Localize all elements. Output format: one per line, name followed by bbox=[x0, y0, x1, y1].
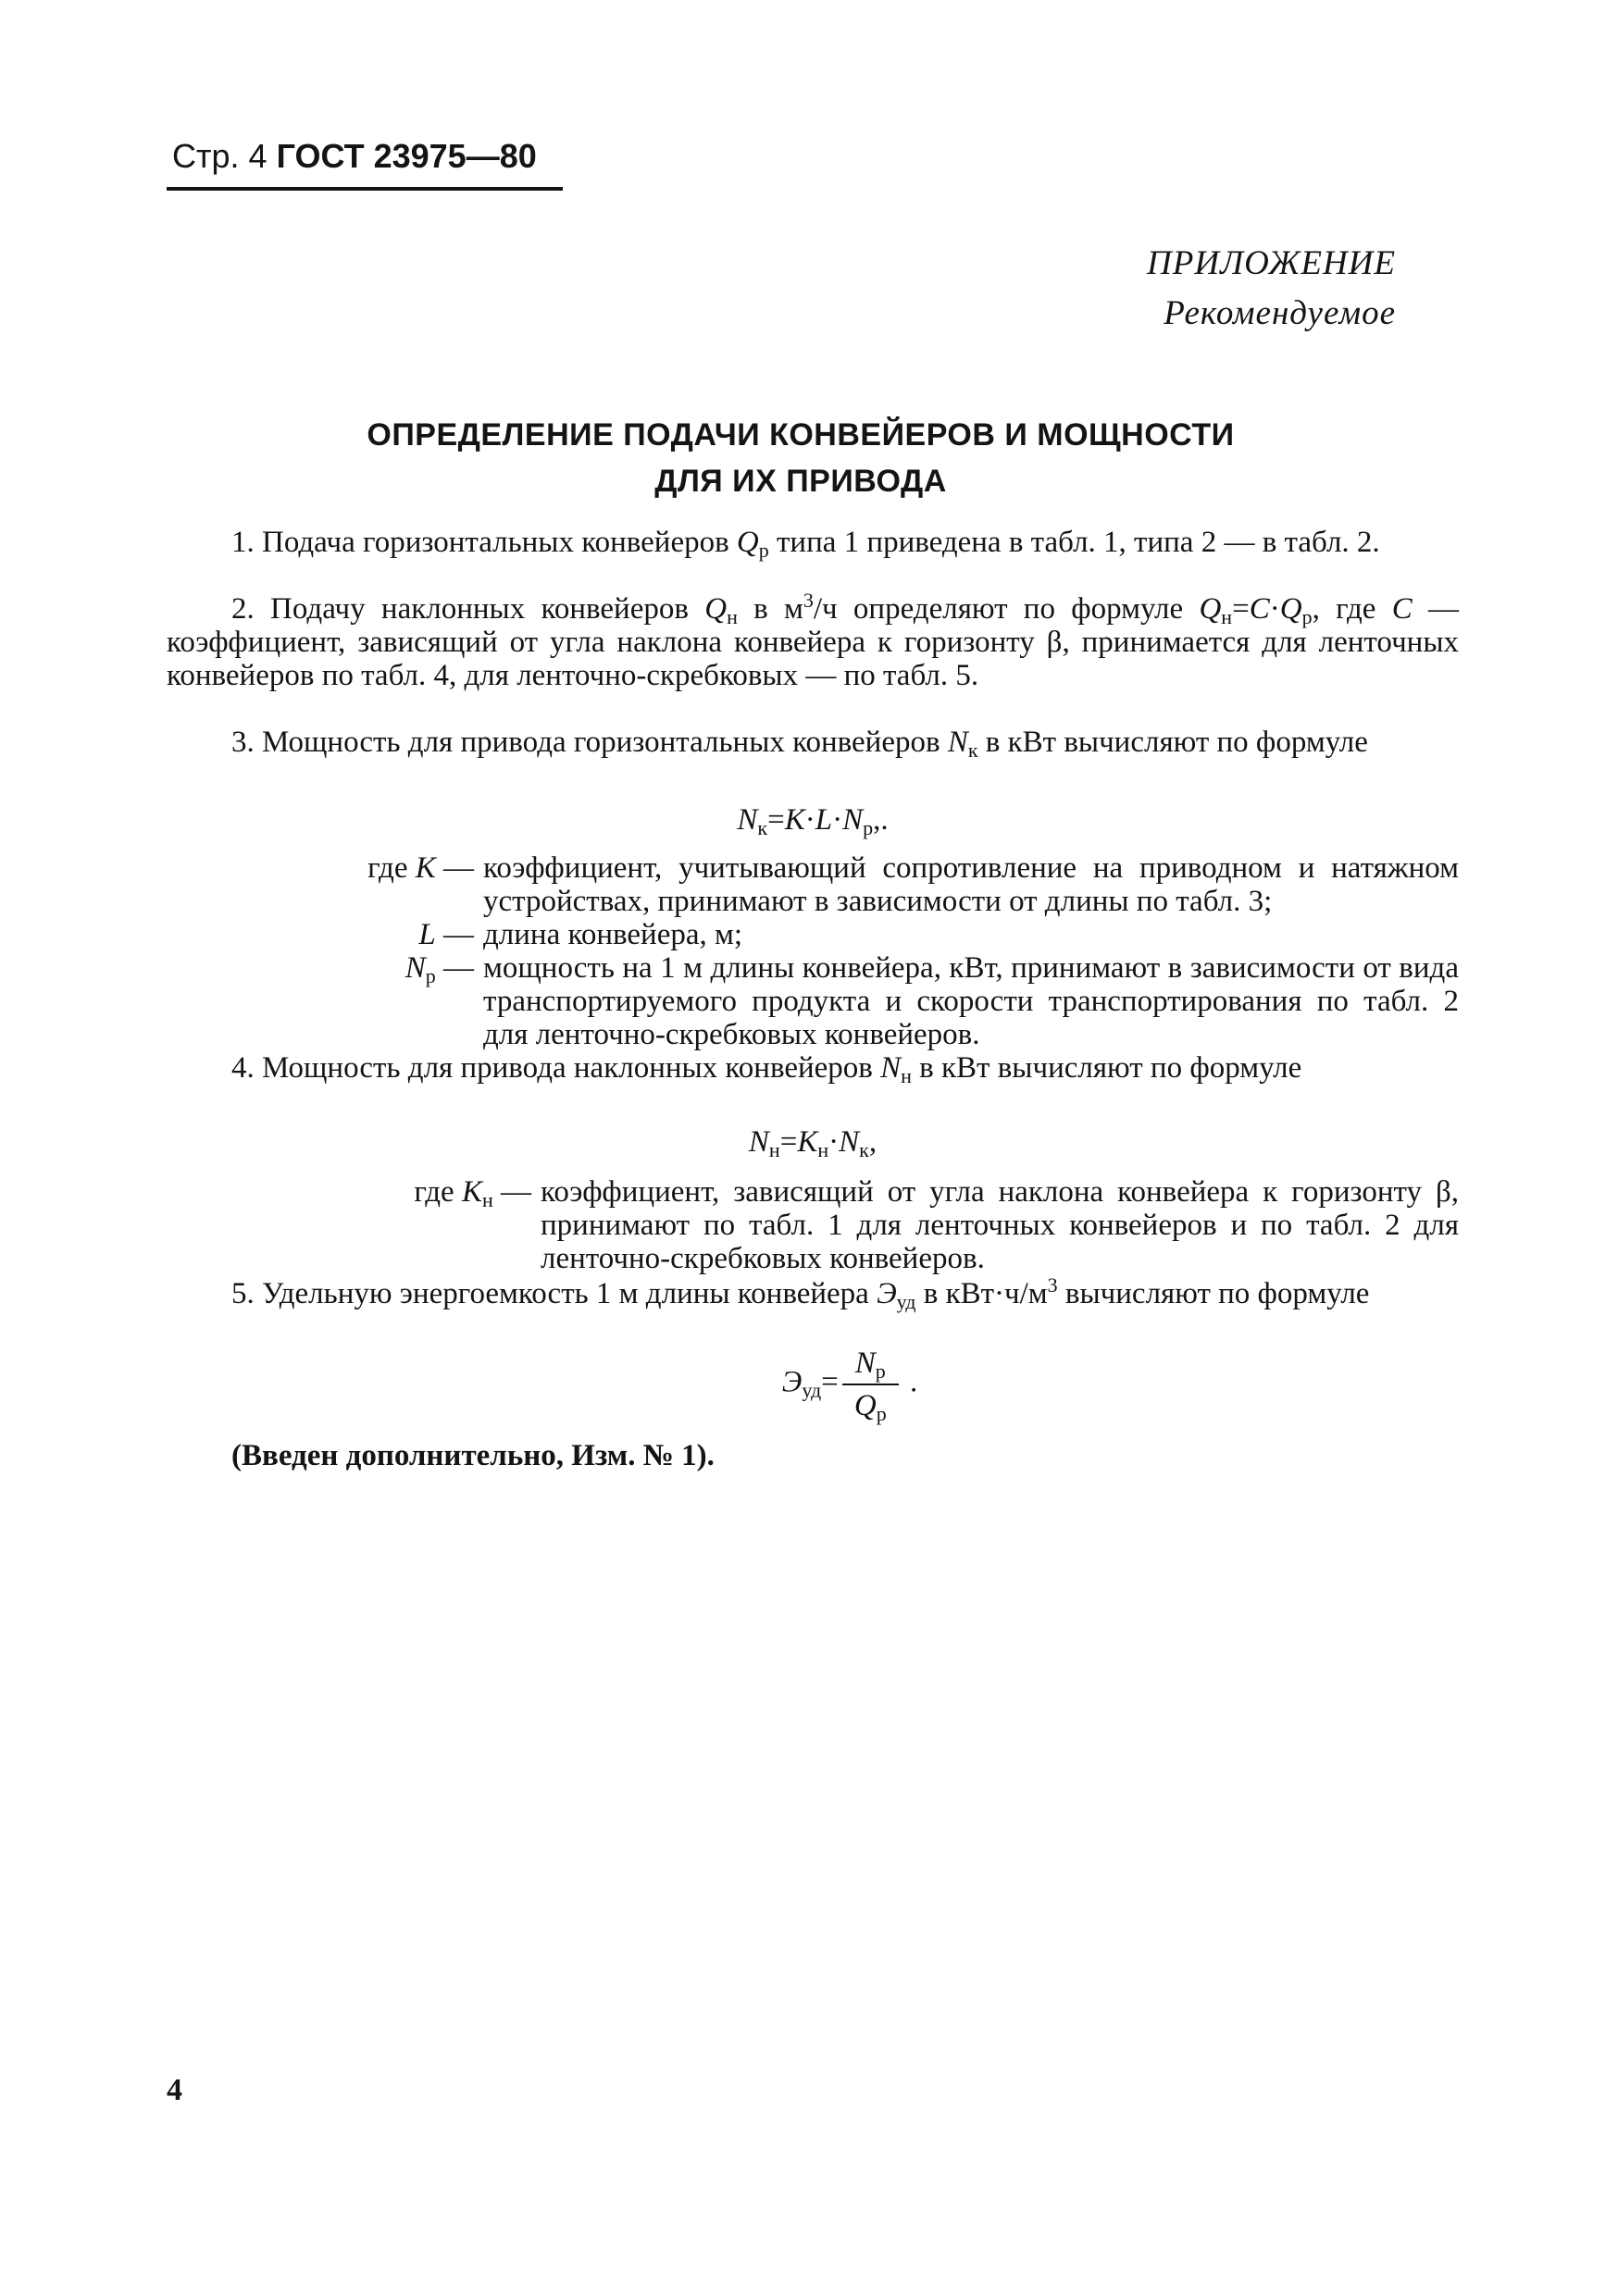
p1-text-b: типа 1 приведена в табл. 1, типа 2 — в табл. 2. bbox=[768, 526, 1380, 559]
formula-1-n: N bbox=[842, 803, 864, 837]
formula-3-lhs-sub: уд bbox=[802, 1378, 822, 1402]
formula-3-den-sub: р bbox=[876, 1402, 887, 1425]
definition-np-sub: р bbox=[425, 964, 436, 987]
formula-3-lhs: Э bbox=[781, 1365, 803, 1399]
p5-text-b: в кВт·ч/м bbox=[915, 1277, 1048, 1310]
definition-k-text: коэффициент, учитывающий сопротивление на приводном и натяжном устройствах, принимают в зависимости от длины по табл. 3; bbox=[483, 851, 1459, 918]
p5-superscript: 3 bbox=[1047, 1273, 1058, 1297]
formula-2-lhs-sub: н bbox=[768, 1138, 780, 1161]
definition-kn bbox=[167, 1175, 1459, 1275]
formula-2-k-sub: н bbox=[817, 1138, 829, 1161]
definition-np-text: мощность на 1 м длины конвейера, кВт, принимают в зависимости от вида транспортируемого продукта и скорости транспортирования по табл. 2 для ленточно-скребковых конвейеров. bbox=[483, 951, 1459, 1051]
p1-text-a: 1. Подача горизонтальных конвейеров bbox=[231, 526, 737, 559]
p3-text-b: в кВт вычисляют по формуле bbox=[977, 726, 1368, 759]
definition-k-dash: — bbox=[435, 851, 474, 885]
definition-kn-dash: — bbox=[492, 1175, 531, 1209]
section-title-line-1: ОПРЕДЕЛЕНИЕ ПОДАЧИ КОНВЕЙЕРОВ И МОЩНОСТИ bbox=[367, 417, 1235, 453]
appendix-status: Рекомендуемое bbox=[1164, 294, 1396, 332]
formula-2-n: N bbox=[839, 1125, 860, 1159]
standard-number: ГОСТ 23975—80 bbox=[276, 137, 537, 175]
formula-2-n-sub: к bbox=[859, 1138, 869, 1161]
formula-3-den-symbol: Q bbox=[853, 1389, 877, 1422]
definition-k bbox=[167, 851, 1459, 918]
formula-1-l: L bbox=[815, 803, 833, 837]
p2-symbol-5: C bbox=[1391, 592, 1413, 626]
p2-text-b: в м bbox=[737, 592, 803, 626]
formula-1-lhs-sub: к bbox=[757, 816, 768, 839]
definition-kn-prefix: где bbox=[414, 1175, 462, 1209]
definition-l bbox=[167, 918, 1459, 951]
p2-text-a: 2. Подачу наклонных конвейеров bbox=[231, 592, 705, 626]
formula-1-eq: = bbox=[767, 803, 785, 837]
formula-1-end: ,. bbox=[873, 803, 889, 837]
running-header bbox=[172, 137, 537, 176]
formula-3 bbox=[167, 1347, 1496, 1425]
p2-superscript: 3 bbox=[803, 589, 814, 612]
p3-symbol: N bbox=[947, 726, 968, 759]
definition-np bbox=[167, 951, 1459, 1051]
paragraph-3 bbox=[167, 726, 1459, 762]
formula-2-k: K bbox=[797, 1125, 818, 1159]
formula-3-num-symbol: N bbox=[854, 1347, 876, 1380]
formula-3-eq: = bbox=[821, 1365, 839, 1399]
p4-symbol: N bbox=[880, 1051, 902, 1085]
p3-subscript: к bbox=[967, 738, 978, 762]
p2-subscript-1: н bbox=[727, 605, 738, 628]
paragraph-1 bbox=[167, 526, 1459, 562]
formula-2-end: , bbox=[868, 1125, 877, 1159]
paragraph-2 bbox=[167, 589, 1459, 692]
definition-k-label bbox=[367, 851, 474, 885]
p2-symbol-4: Q bbox=[1279, 592, 1302, 626]
definition-np-dash: — bbox=[435, 951, 474, 985]
p5-text-c: вычисляют по формуле bbox=[1057, 1277, 1370, 1310]
p2-subscript-2: н bbox=[1221, 605, 1233, 628]
p2-text-e: · bbox=[1269, 592, 1280, 626]
definition-l-label bbox=[418, 918, 474, 951]
definition-kn-sub: н bbox=[481, 1188, 493, 1211]
formula-1-k: K bbox=[784, 803, 805, 837]
p2-text-d: = bbox=[1232, 592, 1250, 626]
p5-symbol: Э bbox=[877, 1277, 897, 1310]
p2-text-f: , где bbox=[1312, 592, 1392, 626]
p2-subscript-4: р bbox=[1301, 605, 1313, 628]
p2-symbol-2: Q bbox=[1199, 592, 1222, 626]
definition-kn-symbol: K bbox=[461, 1175, 482, 1209]
formula-3-numerator bbox=[842, 1347, 899, 1385]
p2-symbol-3: C bbox=[1249, 592, 1270, 626]
definition-np-label bbox=[405, 951, 474, 985]
page-number: 4 bbox=[167, 2073, 182, 2107]
p4-text-a: 4. Мощность для привода наклонных конвейеров bbox=[231, 1051, 881, 1085]
section-title-line-2: ДЛЯ ИХ ПРИВОДА bbox=[654, 464, 947, 499]
definition-kn-text: коэффициент, зависящий от угла наклона конвейера к горизонту β, принимают по табл. 1 для ленточных конвейеров и по табл. 2 для ленточно-скребковых конвейеров. bbox=[541, 1175, 1459, 1275]
header-rule bbox=[167, 187, 563, 191]
p2-text-c: /ч определяют по формуле bbox=[813, 592, 1200, 626]
p2-text-g: — коэффициент, зависящий от угла наклона конвейера к горизонту β, принимается для ленточных конвейеров по табл. 4, для ленточно-скребковых — по табл. 5. bbox=[167, 592, 1459, 692]
formula-2-lhs: N bbox=[748, 1125, 769, 1159]
formula-2 bbox=[167, 1125, 1459, 1159]
formula-1-dot-2: · bbox=[832, 803, 843, 837]
paragraph-4 bbox=[167, 1051, 1459, 1085]
page-label: Стр. 4 bbox=[172, 137, 268, 175]
definition-kn-label bbox=[414, 1175, 531, 1209]
appendix-title: ПРИЛОЖЕНИЕ bbox=[1147, 244, 1396, 282]
paragraph-5 bbox=[167, 1273, 1459, 1313]
p4-subscript: н bbox=[901, 1064, 912, 1087]
definition-k-symbol: K bbox=[415, 851, 436, 885]
p5-text-a: 5. Удельную энергоемкость 1 м длины конвейера bbox=[231, 1277, 877, 1310]
p1-subscript: р bbox=[758, 539, 769, 562]
formula-3-denominator bbox=[842, 1385, 899, 1425]
formula-1 bbox=[167, 803, 1459, 837]
formula-3-fraction bbox=[842, 1347, 899, 1425]
formula-2-eq: = bbox=[779, 1125, 798, 1159]
amendment-note: (Введен дополнительно, Изм. № 1). bbox=[231, 1439, 715, 1472]
definition-l-text: длина конвейера, м; bbox=[483, 918, 743, 951]
p5-subscript: уд bbox=[896, 1290, 916, 1313]
p2-symbol-1: Q bbox=[704, 592, 728, 626]
formula-1-dot-1: · bbox=[804, 803, 815, 837]
definition-np-symbol: N bbox=[404, 951, 426, 985]
definition-k-prefix: где bbox=[367, 851, 416, 885]
appendix-label bbox=[1147, 239, 1396, 339]
formula-1-lhs: N bbox=[737, 803, 758, 837]
formula-1-n-sub: р bbox=[863, 816, 874, 839]
formula-3-num-sub: р bbox=[875, 1359, 886, 1383]
formula-3-end: . bbox=[902, 1365, 918, 1399]
definition-l-symbol: L bbox=[418, 918, 436, 951]
p4-text-b: в кВт вычисляют по формуле bbox=[911, 1051, 1302, 1085]
formula-2-dot: · bbox=[828, 1125, 840, 1159]
definition-l-dash: — bbox=[435, 918, 474, 951]
p1-symbol: Q bbox=[736, 526, 759, 559]
p3-text-a: 3. Мощность для привода горизонтальных конвейеров bbox=[231, 726, 948, 759]
section-title bbox=[167, 412, 1435, 504]
